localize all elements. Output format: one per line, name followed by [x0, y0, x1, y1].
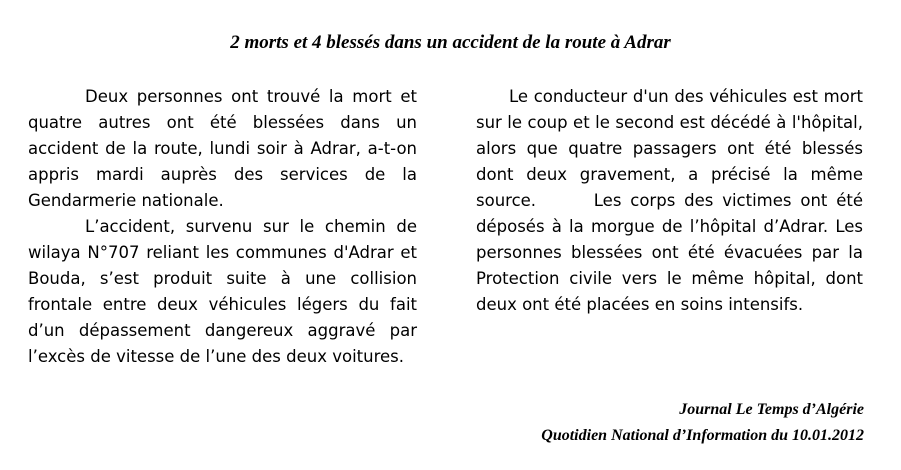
source-journal: Journal Le Temps d’Algérie — [679, 401, 864, 418]
article-paragraph-text: Les corps des victimes ont été déposés à la morgue de l’hôpital d’Adrar. Les personnes blessées ont été évacuées par la Protection civile vers le même hôpital, dont deux ont été placées en soins intensifs. — [476, 191, 863, 314]
article-column-right — [476, 84, 863, 318]
article-paragraph-text: Le conducteur d'un des véhicules est mort sur le coup et le second est décédé à l'hôpital, alors que quatre passagers ont été blessés dont deux gravement, a précisé la même source. — [476, 87, 863, 210]
article-paragraph: L’accident, survenu sur le chemin de wilaya N°707 reliant les communes d'Adrar et Bouda, s’est produit suite à une collision frontale entre deux véhicules légers du fait d’un dépassement dangereux aggravé par l’excès de vitesse de l’une des deux voitures. — [28, 217, 417, 366]
article-source — [541, 397, 864, 449]
article-paragraph: Deux personnes ont trouvé la mort et quatre autres ont été blessées dans un accident de la route, lundi soir à Adrar, a-t-on appris mardi auprès des services de la Gendarmerie nationale. — [28, 87, 417, 210]
article-column-left — [28, 84, 417, 370]
source-publication: Quotidien National d’Information du 10.01.2012 — [541, 427, 864, 444]
article-title: 2 morts et 4 blessés dans un accident de la route à Adrar — [230, 32, 671, 53]
article-paragraph — [476, 84, 863, 318]
